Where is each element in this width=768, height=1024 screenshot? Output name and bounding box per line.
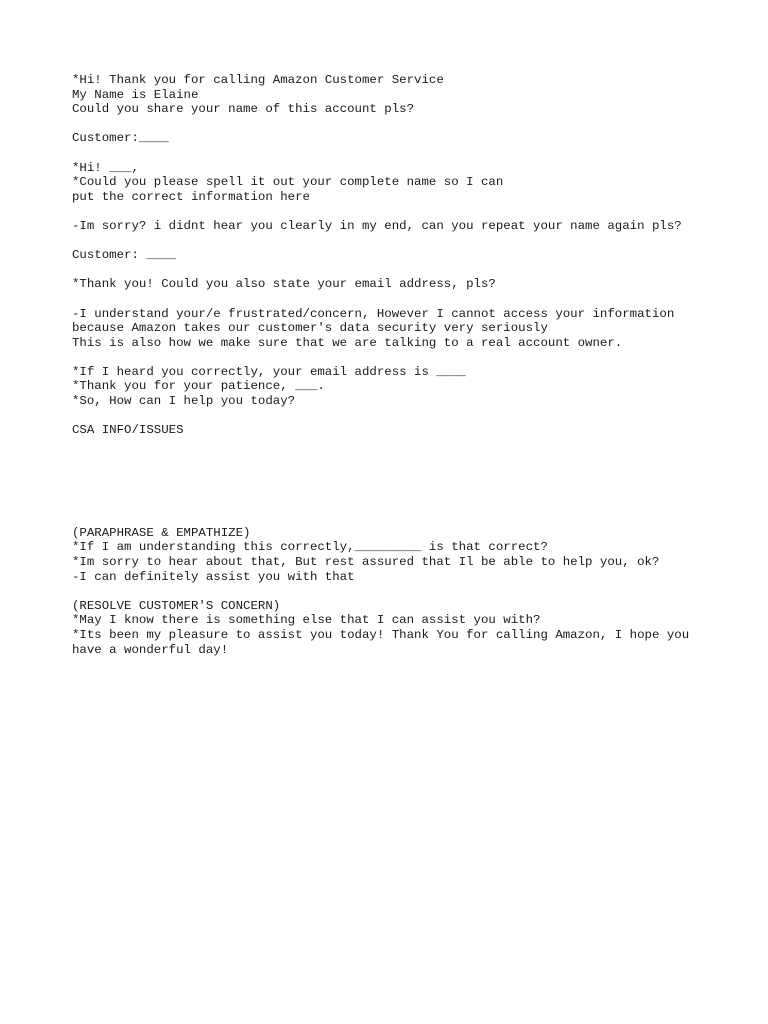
closing-line: *Its been my pleasure to assist you today! Thank You for calling Amazon, I hope you: [72, 628, 690, 642]
blank-line: [72, 350, 752, 365]
blank-space: [72, 438, 752, 526]
assist-line: -I can definitely assist you with that: [72, 569, 355, 584]
security-line: This is also how we make sure that we are talking to a real account owner.: [72, 335, 623, 350]
blank-line: [72, 292, 752, 307]
greeting-line: *Hi! Thank you for calling Amazon Customer Service: [72, 73, 444, 87]
blank-line: [72, 584, 752, 599]
blank-line: [72, 234, 752, 249]
spell-name-line-cont: put the correct information here: [72, 189, 310, 204]
paraphrase-heading: (PARAPHRASE & EMPATHIZE): [72, 525, 251, 540]
blank-line: [72, 263, 752, 278]
security-line: because Amazon takes our customer's data security very seriously: [72, 321, 548, 336]
customer-name-line: Customer: ____: [72, 248, 177, 263]
csa-heading: CSA INFO/ISSUES: [72, 423, 184, 438]
blank-line: [72, 117, 752, 132]
agent-name-line: My Name is Elaine: [72, 87, 199, 102]
thank-patience-line: *Thank you for your patience, ___.: [72, 379, 325, 394]
paraphrase-line: *If I am understanding this correctly,_________ is that correct?: [72, 540, 548, 555]
closing-line-cont: have a wonderful day!: [72, 642, 229, 657]
hi-name-line: *Hi! ___,: [72, 160, 139, 175]
anything-else-line: *May I know there is something else that I can assist you with?: [72, 613, 541, 628]
blank-line: [72, 204, 752, 219]
empathize-line: *Im sorry to hear about that, But rest assured that Il be able to help you, ok?: [72, 555, 660, 570]
repeat-name-line: -Im sorry? i didnt hear you clearly in my end, can you repeat your name again pls?: [72, 218, 682, 233]
security-line: -I understand your/e frustrated/concern, However I cannot access your information: [72, 306, 675, 321]
ask-name-line: Could you share your name of this account pls?: [72, 102, 415, 117]
email-request-line: *Thank you! Could you also state your email address, pls?: [72, 277, 496, 292]
blank-line: [72, 146, 752, 161]
spell-name-line: *Could you please spell it out your complete name so I can: [72, 175, 504, 190]
blank-line: [72, 409, 752, 424]
customer-name-line: Customer:____: [72, 131, 169, 146]
confirm-email-line: *If I heard you correctly, your email address is ____: [72, 364, 467, 379]
call-script-text: [72, 73, 752, 657]
resolve-heading: (RESOLVE CUSTOMER'S CONCERN): [72, 598, 281, 613]
how-help-line: *So, How can I help you today?: [72, 394, 296, 409]
